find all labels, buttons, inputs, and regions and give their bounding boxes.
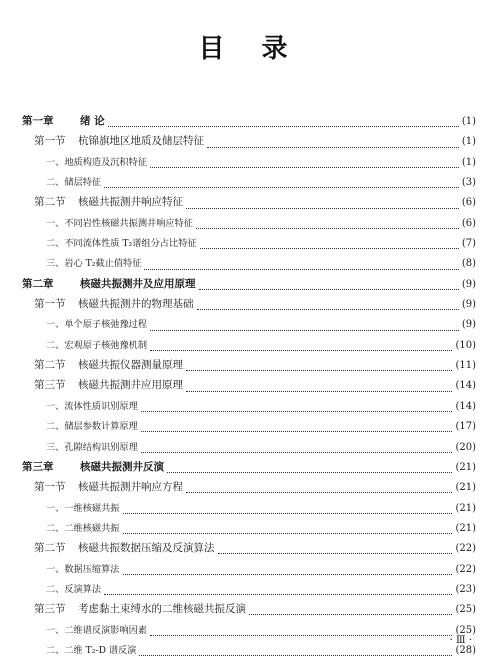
dot-leader — [123, 532, 453, 534]
toc-entry-title: 核磁共振测井及应用原理 — [80, 277, 196, 290]
toc-entry-label — [34, 133, 204, 148]
toc-entry-label — [34, 601, 246, 616]
dot-leader — [150, 166, 459, 168]
toc-entry-item — [22, 215, 476, 235]
dot-leader — [144, 268, 458, 270]
toc-entry-item — [22, 337, 476, 357]
toc-entry-page: (10) — [455, 339, 476, 351]
toc-entry-title: 二、二维 T₂-D 谱反演 — [46, 644, 137, 656]
toc-entry-title: 杭锦旗地区地质及储层特征 — [78, 135, 204, 148]
toc-entry-title: 核磁共振测井的物理基础 — [78, 298, 194, 311]
dot-leader — [150, 349, 452, 351]
toc-entry-page: (22) — [455, 543, 476, 555]
toc-entry-chapter — [22, 276, 476, 296]
dot-leader — [150, 329, 459, 331]
toc-entry-title: 一、流体性质识别原理 — [46, 400, 138, 412]
toc-entry-page: (25) — [455, 604, 476, 616]
toc-entry-page: (14) — [455, 400, 476, 412]
dot-leader — [141, 410, 453, 412]
toc-entry-page: (28) — [455, 644, 476, 656]
toc-entry-chapter — [22, 113, 476, 133]
toc-entry-title: 三、岩心 T₂截止值特征 — [46, 258, 142, 270]
toc-entry-section — [22, 479, 476, 499]
toc-entry-number: 第一节 — [34, 298, 66, 311]
dot-leader — [139, 654, 452, 656]
toc-entry-number: 第二节 — [34, 359, 66, 372]
dot-leader — [196, 227, 459, 229]
toc-entry-page: (21) — [455, 461, 476, 473]
toc-entry-label — [34, 479, 183, 494]
toc-entry-page: (21) — [455, 482, 476, 494]
toc-entry-label — [34, 540, 215, 555]
toc-entry-page: (17) — [455, 421, 476, 433]
toc-entry-label — [22, 276, 196, 291]
toc-entry-label — [22, 459, 164, 474]
toc-entry-title: 一、一维核磁共振 — [46, 502, 120, 514]
toc-entry-label — [46, 520, 120, 534]
dot-leader — [249, 613, 452, 615]
dot-leader — [197, 308, 459, 310]
toc-entry-section — [22, 194, 476, 214]
toc-entry-label — [46, 316, 147, 330]
toc-entry-section — [22, 133, 476, 153]
toc-entry-title: 一、单个原子核弛豫过程 — [46, 319, 148, 331]
dot-leader — [186, 491, 452, 493]
toc-entry-title: 一、二维谱反演影响因素 — [46, 624, 148, 636]
toc-entry-label — [46, 500, 120, 514]
toc-entry-label — [22, 113, 105, 128]
toc-entry-item — [22, 642, 476, 662]
toc-entry-title: 核磁共振测井响应特征 — [78, 196, 183, 209]
toc-entry-page: (21) — [455, 502, 476, 514]
toc-entry-label — [46, 398, 138, 412]
toc-entry-number: 第二章 — [22, 277, 54, 290]
dot-leader — [141, 451, 453, 453]
toc-entry-section — [22, 601, 476, 621]
dot-leader — [186, 207, 459, 209]
toc-entry-number: 第三节 — [34, 603, 66, 616]
toc-entry-title: 核磁共振数据压缩及反演算法 — [78, 542, 215, 555]
dot-leader — [199, 288, 459, 290]
dot-leader — [150, 634, 452, 636]
toc-entry-number: 第二节 — [34, 542, 66, 555]
toc-entry-label — [46, 154, 147, 168]
toc-entry-page: (7) — [461, 238, 476, 250]
dot-leader — [167, 471, 452, 473]
toc-entry-section — [22, 357, 476, 377]
toc-entry-title: 二、储层参数计算原理 — [46, 421, 138, 433]
toc-entry-title: 二、储层特征 — [46, 177, 102, 189]
toc-entry-number: 第一节 — [34, 481, 66, 494]
toc-entry-label — [46, 418, 138, 432]
toc-entry-title: 三、孔隙结构识别原理 — [46, 441, 138, 453]
toc-entry-page: (11) — [455, 360, 476, 372]
toc-entry-item — [22, 622, 476, 642]
dot-leader — [141, 430, 453, 432]
toc-entry-page: (25) — [455, 624, 476, 636]
toc-entry-chapter — [22, 459, 476, 479]
toc-entry-item — [22, 316, 476, 336]
toc-entry-label — [46, 337, 147, 351]
dot-leader — [123, 573, 453, 575]
toc-entry-title: 核磁共振测井反演 — [80, 460, 164, 473]
toc-entry-label — [46, 174, 101, 188]
toc-entry-page: (1) — [461, 136, 476, 148]
toc-entry-title: 绪 论 — [80, 115, 105, 127]
toc-entry-label — [34, 377, 183, 392]
dot-leader — [123, 512, 453, 514]
toc-entry-page: (9) — [461, 319, 476, 331]
toc-entry-page: (21) — [455, 522, 476, 534]
toc-entry-title: 核磁共振测井应用原理 — [78, 379, 183, 392]
toc-entry-section — [22, 377, 476, 397]
dot-leader — [218, 552, 453, 554]
toc-entry-title: 考虑黏土束缚水的二维核磁共振反演 — [78, 603, 246, 616]
toc-entry-label — [46, 581, 101, 595]
toc-entry-title: 二、不同流体性质 T₂谱组分占比特征 — [46, 238, 197, 250]
toc-entry-title: 二、宏观原子核弛豫机制 — [46, 339, 148, 351]
toc-entry-item — [22, 418, 476, 438]
toc-entry-item — [22, 154, 476, 174]
toc-entry-section — [22, 296, 476, 316]
toc-entry-label — [46, 215, 193, 229]
toc-entry-label — [46, 642, 136, 656]
toc-entry-page: (3) — [461, 177, 476, 189]
toc-entry-item — [22, 235, 476, 255]
toc-entry-page: (9) — [461, 278, 476, 290]
toc-entry-item — [22, 398, 476, 418]
dot-leader — [104, 593, 452, 595]
table-of-contents — [22, 113, 476, 662]
toc-entry-page: (23) — [455, 583, 476, 595]
toc-entry-page: (20) — [455, 441, 476, 453]
toc-entry-page: (1) — [461, 116, 476, 127]
toc-entry-number: 第二节 — [34, 196, 66, 209]
toc-entry-title: 二、反演算法 — [46, 583, 102, 595]
toc-entry-item — [22, 520, 476, 540]
toc-entry-page: (22) — [455, 563, 476, 575]
toc-entry-page: (6) — [461, 197, 476, 209]
toc-entry-label — [34, 194, 183, 209]
toc-entry-page: (6) — [461, 217, 476, 229]
toc-entry-title: 核磁共振测井响应方程 — [78, 481, 183, 494]
toc-entry-page: (9) — [461, 299, 476, 311]
toc-entry-title: 一、数据压缩算法 — [46, 563, 120, 575]
dot-leader — [207, 146, 459, 148]
toc-entry-item — [22, 500, 476, 520]
toc-entry-item — [22, 439, 476, 459]
toc-entry-item — [22, 561, 476, 581]
toc-entry-label — [34, 296, 194, 311]
toc-entry-label — [46, 255, 141, 269]
dot-leader — [104, 186, 459, 188]
dot-leader — [108, 125, 459, 127]
dot-leader — [186, 369, 452, 371]
toc-entry-label — [46, 622, 147, 636]
toc-entry-title: 核磁共振仪器测量原理 — [78, 359, 183, 372]
toc-entry-item — [22, 581, 476, 601]
toc-entry-number: 第三章 — [22, 460, 54, 473]
toc-entry-title: 二、二维核磁共振 — [46, 522, 120, 534]
page-number: · Ⅲ · — [449, 635, 472, 646]
toc-entry-section — [22, 540, 476, 560]
toc-entry-page: (8) — [461, 258, 476, 270]
toc-entry-label — [34, 357, 183, 372]
toc-entry-number: 第三节 — [34, 379, 66, 392]
toc-entry-label — [46, 561, 120, 575]
toc-entry-number: 第一节 — [34, 135, 66, 148]
toc-entry-number: 第一章 — [22, 115, 54, 127]
toc-entry-item — [22, 174, 476, 194]
toc-entry-page: (1) — [461, 156, 476, 168]
toc-entry-item — [22, 255, 476, 275]
toc-entry-label — [46, 439, 138, 453]
dot-leader — [186, 390, 452, 392]
toc-entry-page: (14) — [455, 380, 476, 392]
page-title: 目 录 — [198, 34, 302, 64]
dot-leader — [200, 247, 459, 249]
toc-entry-label — [46, 235, 197, 249]
toc-entry-title: 一、不同岩性核磁共振测井响应特征 — [46, 217, 193, 229]
toc-entry-title: 一、地质构造及沉积特征 — [46, 156, 148, 168]
